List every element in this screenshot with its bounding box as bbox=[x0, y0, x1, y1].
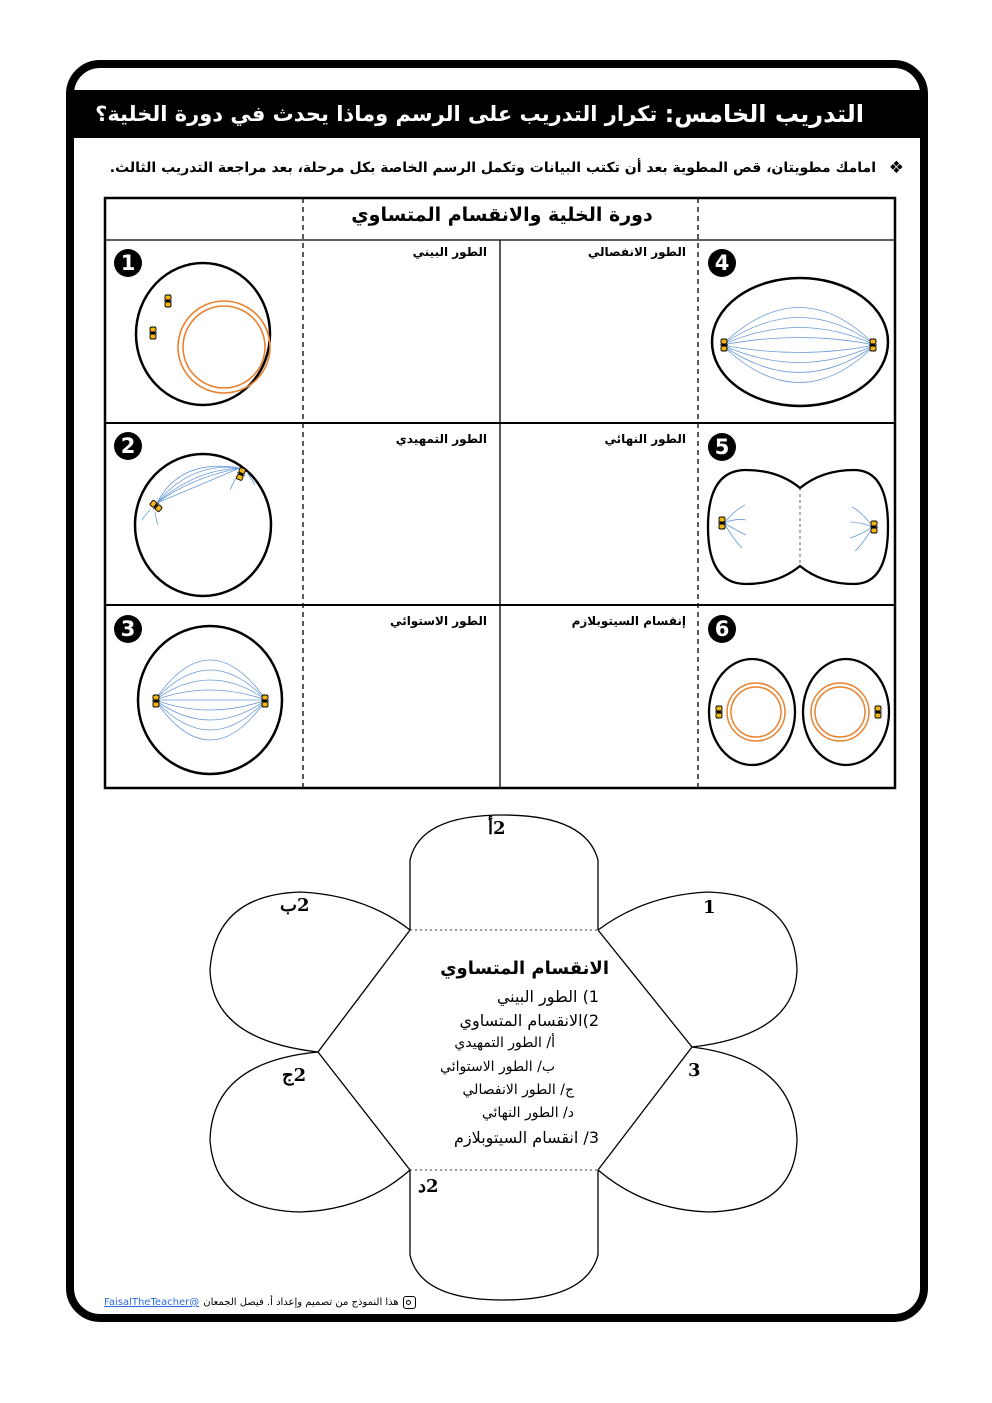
number-badge-3: 3 bbox=[114, 615, 142, 643]
foldable-item: 3/ انقسام السيتوبلازم bbox=[454, 1128, 599, 1147]
foldable-item: ج/ الطور الانفصالي bbox=[462, 1082, 574, 1098]
petal-label-lower-right: 3 bbox=[688, 1060, 701, 1081]
table-title: دورة الخلية والانقسام المتساوي bbox=[351, 204, 653, 226]
foldable-item: 1) الطور البيني bbox=[496, 987, 599, 1006]
number-badge-1: 1 bbox=[114, 249, 142, 277]
number-badge-6: 6 bbox=[708, 615, 736, 643]
cell-metaphase bbox=[138, 626, 282, 774]
cell-cytokinesis bbox=[709, 659, 889, 765]
petal-label-lower-left: 2ج bbox=[282, 1065, 307, 1086]
label-metaphase: الطور الاستوائي bbox=[390, 614, 487, 628]
exercise-title-strong: التدريب الخامس: bbox=[664, 100, 864, 128]
foldable-item: 2)الانقسام المتساوي bbox=[459, 1011, 599, 1030]
cell-anaphase bbox=[712, 278, 888, 406]
foldable-item: أ/ الطور التمهيدي bbox=[454, 1035, 555, 1051]
label-telophase: الطور النهائي bbox=[604, 432, 686, 446]
label-anaphase: الطور الانفصالي bbox=[587, 245, 686, 259]
cell-interphase bbox=[136, 263, 270, 405]
table bbox=[105, 198, 895, 788]
petal-label-top: 2أ bbox=[488, 818, 506, 839]
number-badge-4: 4 bbox=[708, 249, 736, 277]
label-cytokinesis: إنقسام السيتوبلازم bbox=[571, 614, 686, 628]
instruction-text: امامك مطويتان، قص المطوية بعد أن تكتب البيانات وتكمل الرسم الخاصة بكل مرحلة، بعد مراجعة التدريب الثالث. bbox=[109, 160, 876, 176]
number-badge-5: 5 bbox=[708, 433, 736, 461]
exercise-title-text: تكرار التدريب على الرسم وماذا يحدث في دورة الخلية؟ bbox=[95, 102, 658, 126]
label-prophase: الطور التمهيدي bbox=[395, 432, 487, 446]
foldable-item: ب/ الطور الاستوائي bbox=[440, 1059, 555, 1075]
footer-credit bbox=[104, 1296, 416, 1309]
petal-label-upper-right: 1 bbox=[703, 897, 716, 918]
cell-prophase bbox=[135, 454, 271, 596]
footer-credit-text: هذا النموذج من تصميم وإعداد أ. فيصل الجمعان bbox=[203, 1297, 399, 1308]
petal-label-bottom: 2د bbox=[418, 1176, 439, 1197]
foldable-item: د/ الطور النهائي bbox=[481, 1105, 574, 1121]
foldable-flower bbox=[210, 815, 797, 1300]
foldable-heading: الانقسام المتساوي bbox=[440, 958, 609, 979]
label-interphase: الطور البيني bbox=[412, 245, 487, 259]
bullet-icon: ❖ bbox=[888, 158, 904, 178]
petal-label-upper-left: 2ب bbox=[280, 895, 310, 916]
cell-telophase bbox=[708, 470, 888, 584]
number-badge-2: 2 bbox=[114, 432, 142, 460]
footer-handle-link[interactable]: @FaisalTheTeacher bbox=[104, 1297, 200, 1308]
instagram-icon bbox=[403, 1296, 416, 1309]
